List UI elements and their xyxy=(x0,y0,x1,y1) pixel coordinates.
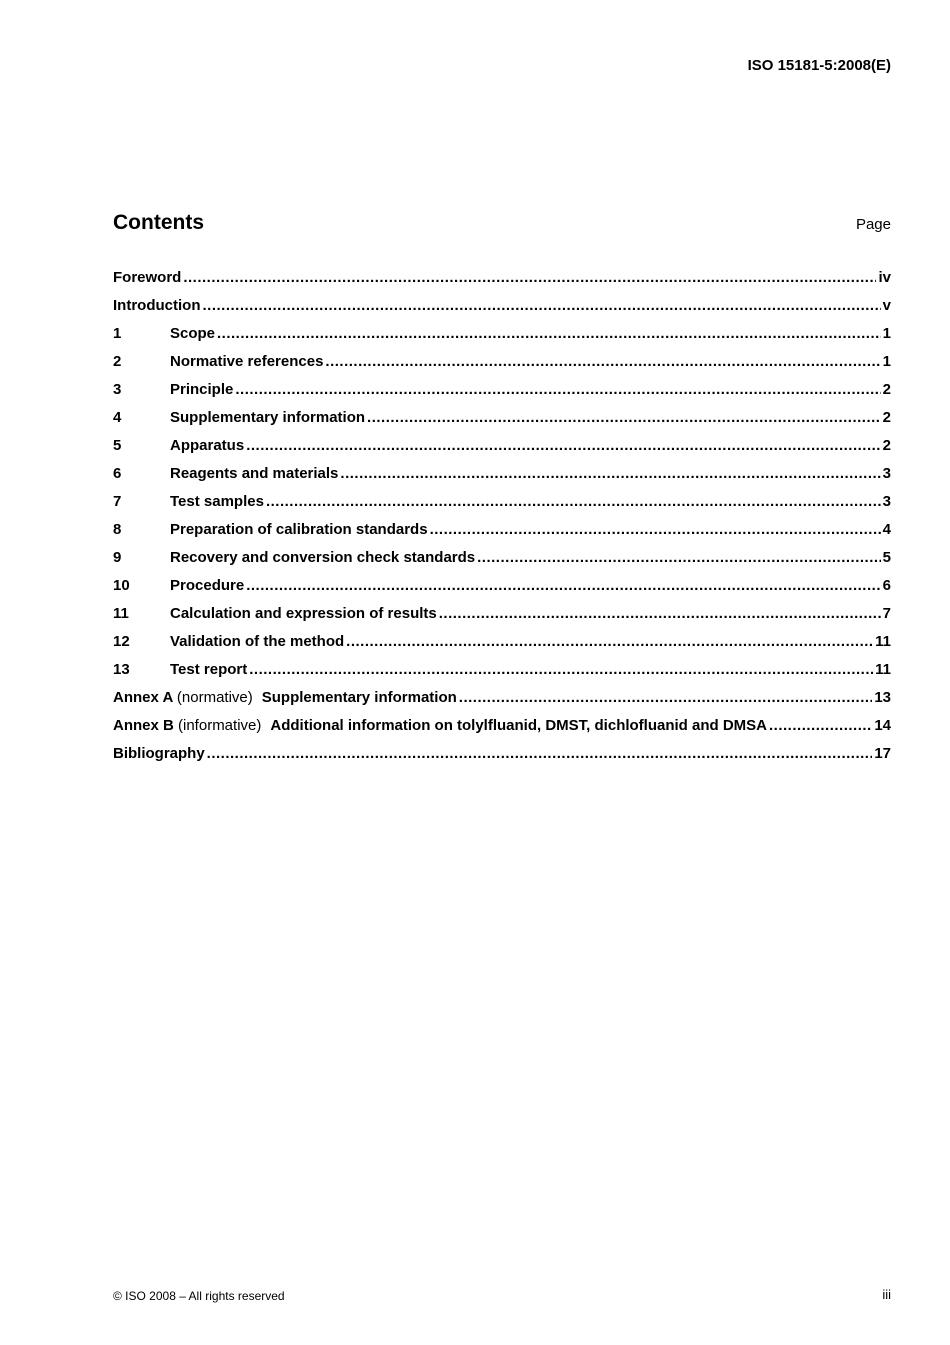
toc-entry-foreword[interactable] xyxy=(113,268,891,296)
annex-type: (normative) xyxy=(176,689,253,706)
toc-entry-page: 2 xyxy=(882,409,891,426)
toc-entry-clause-11[interactable] xyxy=(113,604,891,632)
toc-clause-number: 8 xyxy=(113,521,122,538)
toc-entry-title: Additional information on tolylfluanid, DMST, dichlofluanid and DMSA xyxy=(270,717,768,734)
toc-leader-dots xyxy=(325,352,880,372)
toc-entry-page: 1 xyxy=(882,353,891,370)
page-column-label: Page xyxy=(855,216,891,233)
toc-entry-page: v xyxy=(882,297,891,314)
annex-letter: Annex A xyxy=(113,689,173,706)
toc-entry-clause-8[interactable] xyxy=(113,520,891,548)
toc-entry-page: 3 xyxy=(882,493,891,510)
toc-leader-dots xyxy=(183,268,876,288)
toc-leader-dots xyxy=(246,436,880,456)
annex-type: (informative) xyxy=(178,717,262,734)
toc-entry-page: 14 xyxy=(874,717,891,734)
toc-leader-dots xyxy=(207,744,873,764)
toc-clause-number: 1 xyxy=(113,325,122,342)
page-number: iii xyxy=(882,1287,891,1302)
toc-entry-clause-13[interactable] xyxy=(113,660,891,688)
toc-leader-dots xyxy=(769,716,872,736)
toc-entry-annex-b[interactable] xyxy=(113,716,891,744)
toc-entry-page: 13 xyxy=(874,689,891,706)
toc-entry-page: 1 xyxy=(882,325,891,342)
toc-entry-clause-12[interactable] xyxy=(113,632,891,660)
toc-clause-number: 11 xyxy=(113,605,129,622)
toc-leader-dots xyxy=(202,296,880,316)
toc-entry-introduction[interactable] xyxy=(113,296,891,324)
toc-entry-page: 2 xyxy=(882,437,891,454)
toc-entry-page: 4 xyxy=(882,521,891,538)
toc-entry-page: 7 xyxy=(882,605,891,622)
toc-entry-clause-9[interactable] xyxy=(113,548,891,576)
copyright-notice: © ISO 2008 – All rights reserved xyxy=(113,1289,285,1303)
toc-leader-dots xyxy=(439,604,881,624)
table-of-contents xyxy=(113,268,891,772)
toc-leader-dots xyxy=(367,408,881,428)
toc-entry-clause-10[interactable] xyxy=(113,576,891,604)
toc-entry-title: Principle xyxy=(170,381,234,398)
toc-clause-number: 7 xyxy=(113,493,122,510)
toc-entry-title: Normative references xyxy=(170,353,324,370)
toc-entry-page: iv xyxy=(878,269,891,286)
annex-letter: Annex B xyxy=(113,717,174,734)
toc-entry-title: Reagents and materials xyxy=(170,465,339,482)
toc-leader-dots xyxy=(430,520,881,540)
toc-entry-clause-5[interactable] xyxy=(113,436,891,464)
toc-entry-title: Supplementary information xyxy=(170,409,366,426)
toc-entry-page: 11 xyxy=(875,633,891,650)
toc-entry-clause-1[interactable] xyxy=(113,324,891,352)
toc-annex-label xyxy=(113,688,253,708)
toc-clause-number: 6 xyxy=(113,465,122,482)
toc-leader-dots xyxy=(266,492,881,512)
toc-entry-clause-7[interactable] xyxy=(113,492,891,520)
toc-entry-title: Apparatus xyxy=(170,437,245,454)
toc-clause-number: 3 xyxy=(113,381,122,398)
toc-entry-title: Scope xyxy=(170,325,216,342)
toc-clause-number: 10 xyxy=(113,577,130,594)
toc-entry-clause-4[interactable] xyxy=(113,408,891,436)
toc-leader-dots xyxy=(459,688,873,708)
toc-entry-title: Validation of the method xyxy=(170,633,345,650)
toc-entry-title: Supplementary information xyxy=(261,689,457,706)
toc-entry-annex-a[interactable] xyxy=(113,688,891,716)
toc-entry-clause-6[interactable] xyxy=(113,464,891,492)
toc-entry-title: Recovery and conversion check standards xyxy=(170,549,476,566)
toc-clause-number: 5 xyxy=(113,437,122,454)
toc-entry-page: 11 xyxy=(875,661,891,678)
toc-entry-title: Introduction xyxy=(113,297,201,314)
toc-leader-dots xyxy=(346,632,873,652)
toc-entry-page: 17 xyxy=(874,745,891,762)
toc-clause-number: 9 xyxy=(113,549,122,566)
toc-leader-dots xyxy=(217,324,881,344)
toc-clause-number: 12 xyxy=(113,633,130,650)
toc-entry-clause-2[interactable] xyxy=(113,352,891,380)
toc-entry-page: 3 xyxy=(882,465,891,482)
toc-entry-title: Preparation of calibration standards xyxy=(170,521,428,538)
toc-leader-dots xyxy=(249,660,873,680)
toc-entry-page: 2 xyxy=(882,381,891,398)
toc-entry-title: Foreword xyxy=(113,269,182,286)
toc-entry-page: 5 xyxy=(882,549,891,566)
toc-entry-clause-3[interactable] xyxy=(113,380,891,408)
toc-entry-title: Procedure xyxy=(170,577,245,594)
toc-leader-dots xyxy=(235,380,880,400)
toc-clause-number: 4 xyxy=(113,409,122,426)
toc-entry-title: Bibliography xyxy=(113,745,205,762)
toc-entry-bibliography[interactable] xyxy=(113,744,891,772)
toc-clause-number: 13 xyxy=(113,661,130,678)
toc-leader-dots xyxy=(340,464,880,484)
toc-entry-title: Calculation and expression of results xyxy=(170,605,437,622)
toc-annex-label xyxy=(113,716,261,736)
toc-entry-title: Test report xyxy=(170,661,248,678)
toc-leader-dots xyxy=(246,576,880,596)
contents-heading: Contents xyxy=(113,211,204,234)
toc-entry-page: 6 xyxy=(882,577,891,594)
toc-clause-number: 2 xyxy=(113,353,122,370)
toc-entry-title: Test samples xyxy=(170,493,264,510)
toc-leader-dots xyxy=(477,548,881,568)
document-id: ISO 15181-5:2008(E) xyxy=(747,57,891,74)
